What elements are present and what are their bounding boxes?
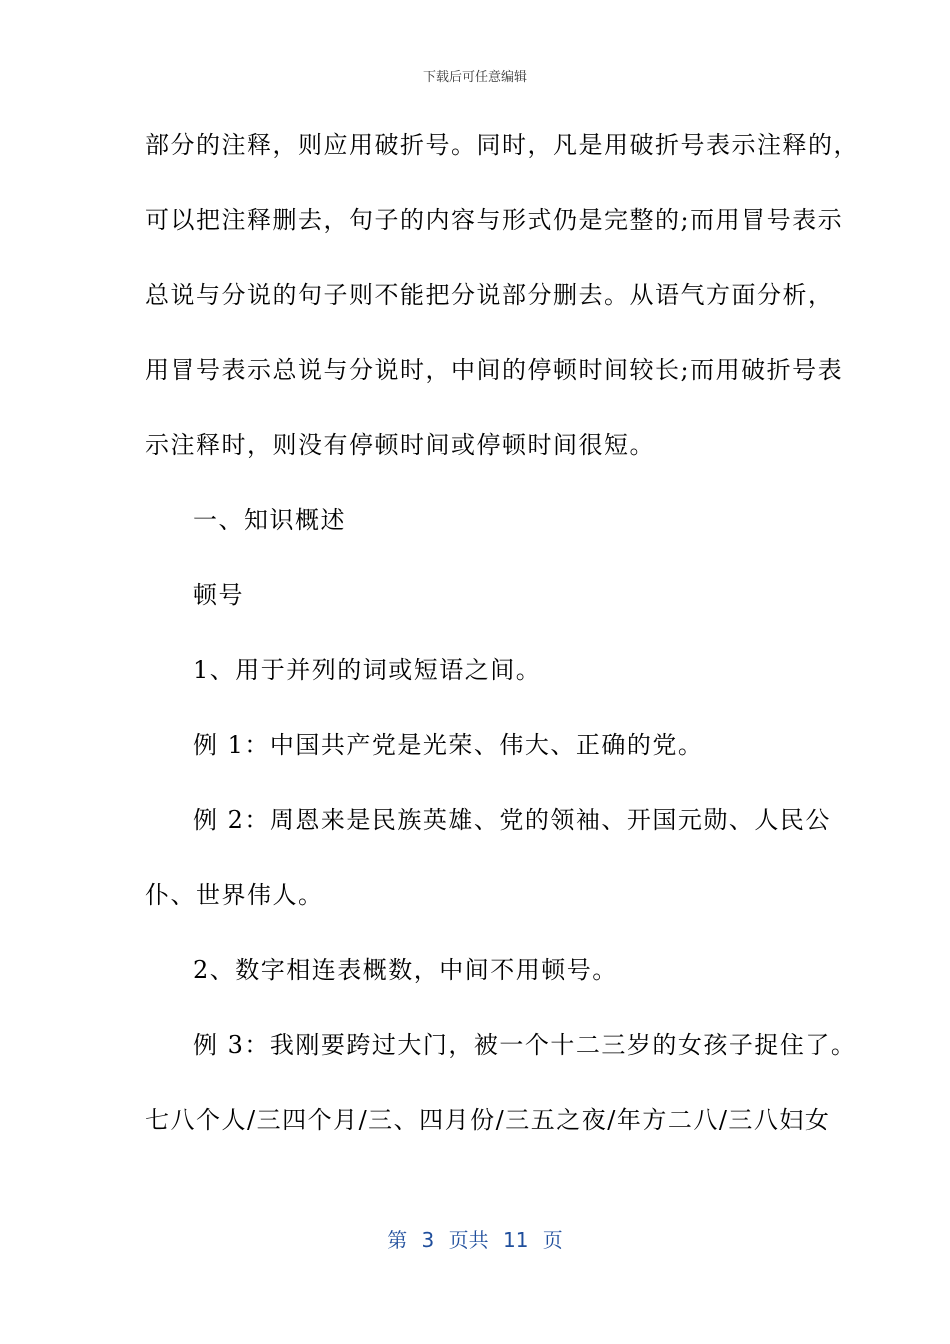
text-line: 部分的注释，则应用破折号。同时，凡是用破折号表示注释的， xyxy=(145,131,859,159)
example-line: 例 2：周恩来是民族英雄、党的领袖、开国元勋、人民公 xyxy=(193,806,831,834)
page-footer: 第 3 页共 11 页 xyxy=(387,1228,563,1252)
example-line: 例 3：我刚要跨过大门，被一个十二三岁的女孩子捉住了。 xyxy=(193,1031,857,1059)
subsection-heading: 顿号 xyxy=(193,581,244,609)
text-line: 2、数字相连表概数，中间不用顿号。 xyxy=(193,956,618,984)
page-header: 下载后可任意编辑 xyxy=(422,70,527,85)
example-line: 例 1：中国共产党是光荣、伟大、正确的党。 xyxy=(193,731,704,759)
text-line: 仆、世界伟人。 xyxy=(145,881,324,909)
text-line: 示注释时，则没有停顿时间或停顿时间很短。 xyxy=(145,431,655,459)
text-line: 可以把注释删去，句子的内容与形式仍是完整的;而用冒号表示 xyxy=(145,206,844,234)
text-line: 七八个人/三四个月/三、四月份/三五之夜/年方二八/三八妇女 xyxy=(145,1106,831,1134)
text-line: 用冒号表示总说与分说时，中间的停顿时间较长;而用破折号表 xyxy=(145,356,844,384)
text-line: 1、用于并列的词或短语之间。 xyxy=(193,656,542,684)
section-heading: 一、知识概述 xyxy=(193,506,346,534)
document-body xyxy=(145,120,859,1170)
text-line: 总说与分说的句子则不能把分说部分删去。从语气方面分析， xyxy=(145,281,834,309)
